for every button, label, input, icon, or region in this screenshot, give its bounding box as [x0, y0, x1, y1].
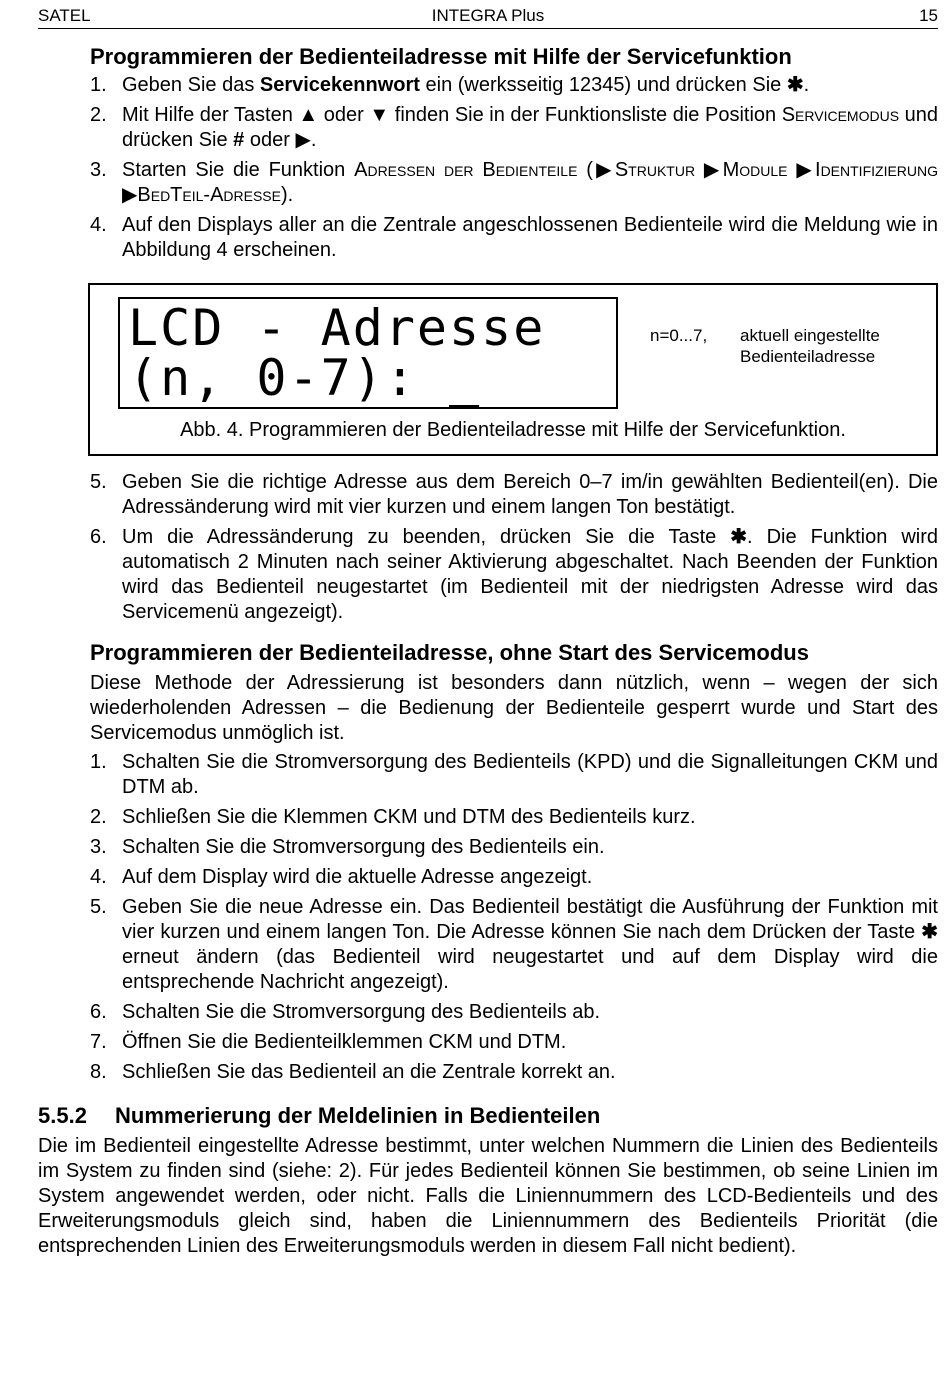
play-arrow-icon: ▶: [122, 184, 138, 206]
header-brand: SATEL: [38, 6, 91, 25]
body-paragraph: Die im Bedienteil eingestellte Adresse bestimmt, unter welchen Nummern die Linien des Bedienteils im System zu finden sind (siehe: 2). Für jedes Bedienteil können Sie bestimmen, ob seine Linien im System angewendet werden, oder nicht. Falls die Liniennummern des LCD-Bedienteils und des Erweiterungsmoduls gleich sind, haben die Liniennummern des Bedienteils Priorität (die entsprechenden Linien des Erweiterungsmoduls werden in diesem Fall nicht bedient).: [38, 1135, 938, 1257]
step-number: 7.: [90, 1031, 107, 1053]
list-item: 8. Schließen Sie das Bedienteil an die Zentrale korrekt an.: [90, 1061, 616, 1083]
subsection-number: 5.5.2: [38, 1103, 87, 1128]
lcd-line-2: (n, 0-7): _: [128, 349, 482, 407]
play-arrow-icon: ▶: [703, 159, 723, 181]
lcd-display: [118, 297, 618, 409]
hash-key-icon: #: [233, 129, 245, 151]
arrow-up-key-icon: ▲: [298, 104, 319, 126]
list-item: 3. Schalten Sie die Stromversorgung des Bedienteils ein.: [90, 836, 605, 858]
list-item: 7. Öffnen Sie die Bedienteilklemmen CKM und DTM.: [90, 1031, 567, 1053]
figure-box: [88, 283, 938, 456]
list-item: 1. Geben Sie das Servicekennwort ein (werksseitig 12345) und drücken Sie ✱.: [90, 74, 810, 96]
note-value: aktuell eingestellte Bedienteiladresse: [740, 326, 880, 366]
subsection-title: Nummerierung der Meldelinien in Bedienteilen: [115, 1103, 601, 1128]
play-arrow-icon: ▶: [592, 159, 615, 181]
step-list: [38, 73, 938, 263]
menu-term: Identifizierung: [815, 159, 939, 181]
step-number: 3.: [90, 836, 107, 858]
note-key: n=0...7,: [650, 326, 708, 345]
list-item: 6. Um die Adressänderung zu beenden, drücken Sie die Taste ✱. Die Funktion wird automatisch 2 Minuten nach seiner Aktivierung abgeschaltet. Nach Beenden der Funktion wird das Bedienteil neugestartet (im Bedienteil mit der niedrigsten Adresse wird das Servicemenü angezeigt).: [90, 526, 938, 623]
step-list: [38, 750, 938, 1085]
step-number: 3.: [90, 159, 107, 181]
figure-caption: Abb. 4. Programmieren der Bedienteiladresse mit Hilfe der Servicefunktion.: [180, 419, 846, 441]
list-item: 5. Geben Sie die neue Adresse ein. Das Bedienteil bestätigt die Ausführung der Funktion mit vier kurzen und einem langen Ton. Die Adresse können Sie nach dem Drücken der Taste ✱ erneut ändern (das Bedienteil wird neugestartet und auf dem Display wird die entsprechende Nachricht angezeigt).: [90, 896, 938, 993]
list-item: 1. Schalten Sie die Stromversorgung des Bedienteils (KPD) und die Signalleitungen CKM und DTM ab.: [90, 751, 938, 798]
step-number: 2.: [90, 806, 107, 828]
asterisk-key-icon: ✱: [921, 921, 938, 943]
list-item: 4. Auf dem Display wird die aktuelle Adresse angezeigt.: [90, 866, 593, 888]
section-heading: Programmieren der Bedienteiladresse, ohne Start des Servicemodus: [90, 640, 809, 665]
step-number: 2.: [90, 104, 107, 126]
list-item: 4. Auf den Displays aller an die Zentrale angeschlossenen Bedienteile wird die Meldung wie in Abbildung 4 erscheinen.: [90, 214, 938, 261]
list-item: 2. Mit Hilfe der Tasten ▲ oder ▼ finden Sie in der Funktionsliste die Position Servicemodus und drücken Sie # oder ▶.: [90, 104, 938, 151]
intro-paragraph: Diese Methode der Adressierung ist besonders dann nützlich, wenn – wegen der sich wiederholenden Adressen – die Bedienung der Bedienteile gesperrt wurde und Start des Servicemodus unmöglich ist.: [90, 672, 938, 744]
lcd-line-1: LCD - Adresse: [128, 299, 546, 357]
play-arrow-icon: ▶: [796, 159, 816, 181]
step-number: 1.: [90, 751, 107, 773]
page-number: 15: [919, 6, 938, 25]
menu-term: Struktur: [614, 159, 696, 181]
menu-term: Module: [722, 159, 788, 181]
menu-term: BedTeil-Adresse: [137, 184, 281, 206]
step-number: 5.: [90, 896, 107, 918]
list-item: 3. Starten Sie die Funktion Adressen der Bedienteile (▶Struktur ▶Module ▶Identifizierung ▶BedTeil-Adresse).: [90, 159, 939, 206]
asterisk-key-icon: ✱: [786, 74, 804, 96]
step-list: [38, 470, 938, 625]
subsection-heading: [38, 1102, 938, 1130]
menu-term: Servicemodus: [781, 104, 900, 126]
step-number: 4.: [90, 214, 107, 236]
step-number: 1.: [90, 74, 107, 96]
list-item: 2. Schließen Sie die Klemmen CKM und DTM des Bedienteils kurz.: [90, 806, 696, 828]
asterisk-key-icon: ✱: [730, 526, 748, 548]
step-number: 5.: [90, 471, 107, 493]
manual-page: [38, 0, 938, 1259]
list-item: 5. Geben Sie die richtige Adresse aus dem Bereich 0–7 im/in gewählten Bedienteil(en). Die Adressänderung wird mit vier kurzen und einem langen Ton bestätigt.: [90, 471, 938, 518]
step-number: 4.: [90, 866, 107, 888]
keyword: Servicekennwort: [259, 74, 420, 96]
header-product: INTEGRA Plus: [431, 6, 545, 25]
arrow-down-key-icon: ▼: [369, 104, 390, 126]
section-heading: Programmieren der Bedienteiladresse mit Hilfe der Servicefunktion: [90, 44, 792, 69]
list-item: 6. Schalten Sie die Stromversorgung des Bedienteils ab.: [90, 1001, 601, 1023]
step-number: 6.: [90, 526, 107, 548]
step-number: 8.: [90, 1061, 107, 1083]
play-key-icon: ▶: [295, 129, 311, 151]
step-number: 6.: [90, 1001, 107, 1023]
page-header: [38, 0, 938, 29]
menu-term: Adressen der Bedienteile: [354, 159, 578, 181]
